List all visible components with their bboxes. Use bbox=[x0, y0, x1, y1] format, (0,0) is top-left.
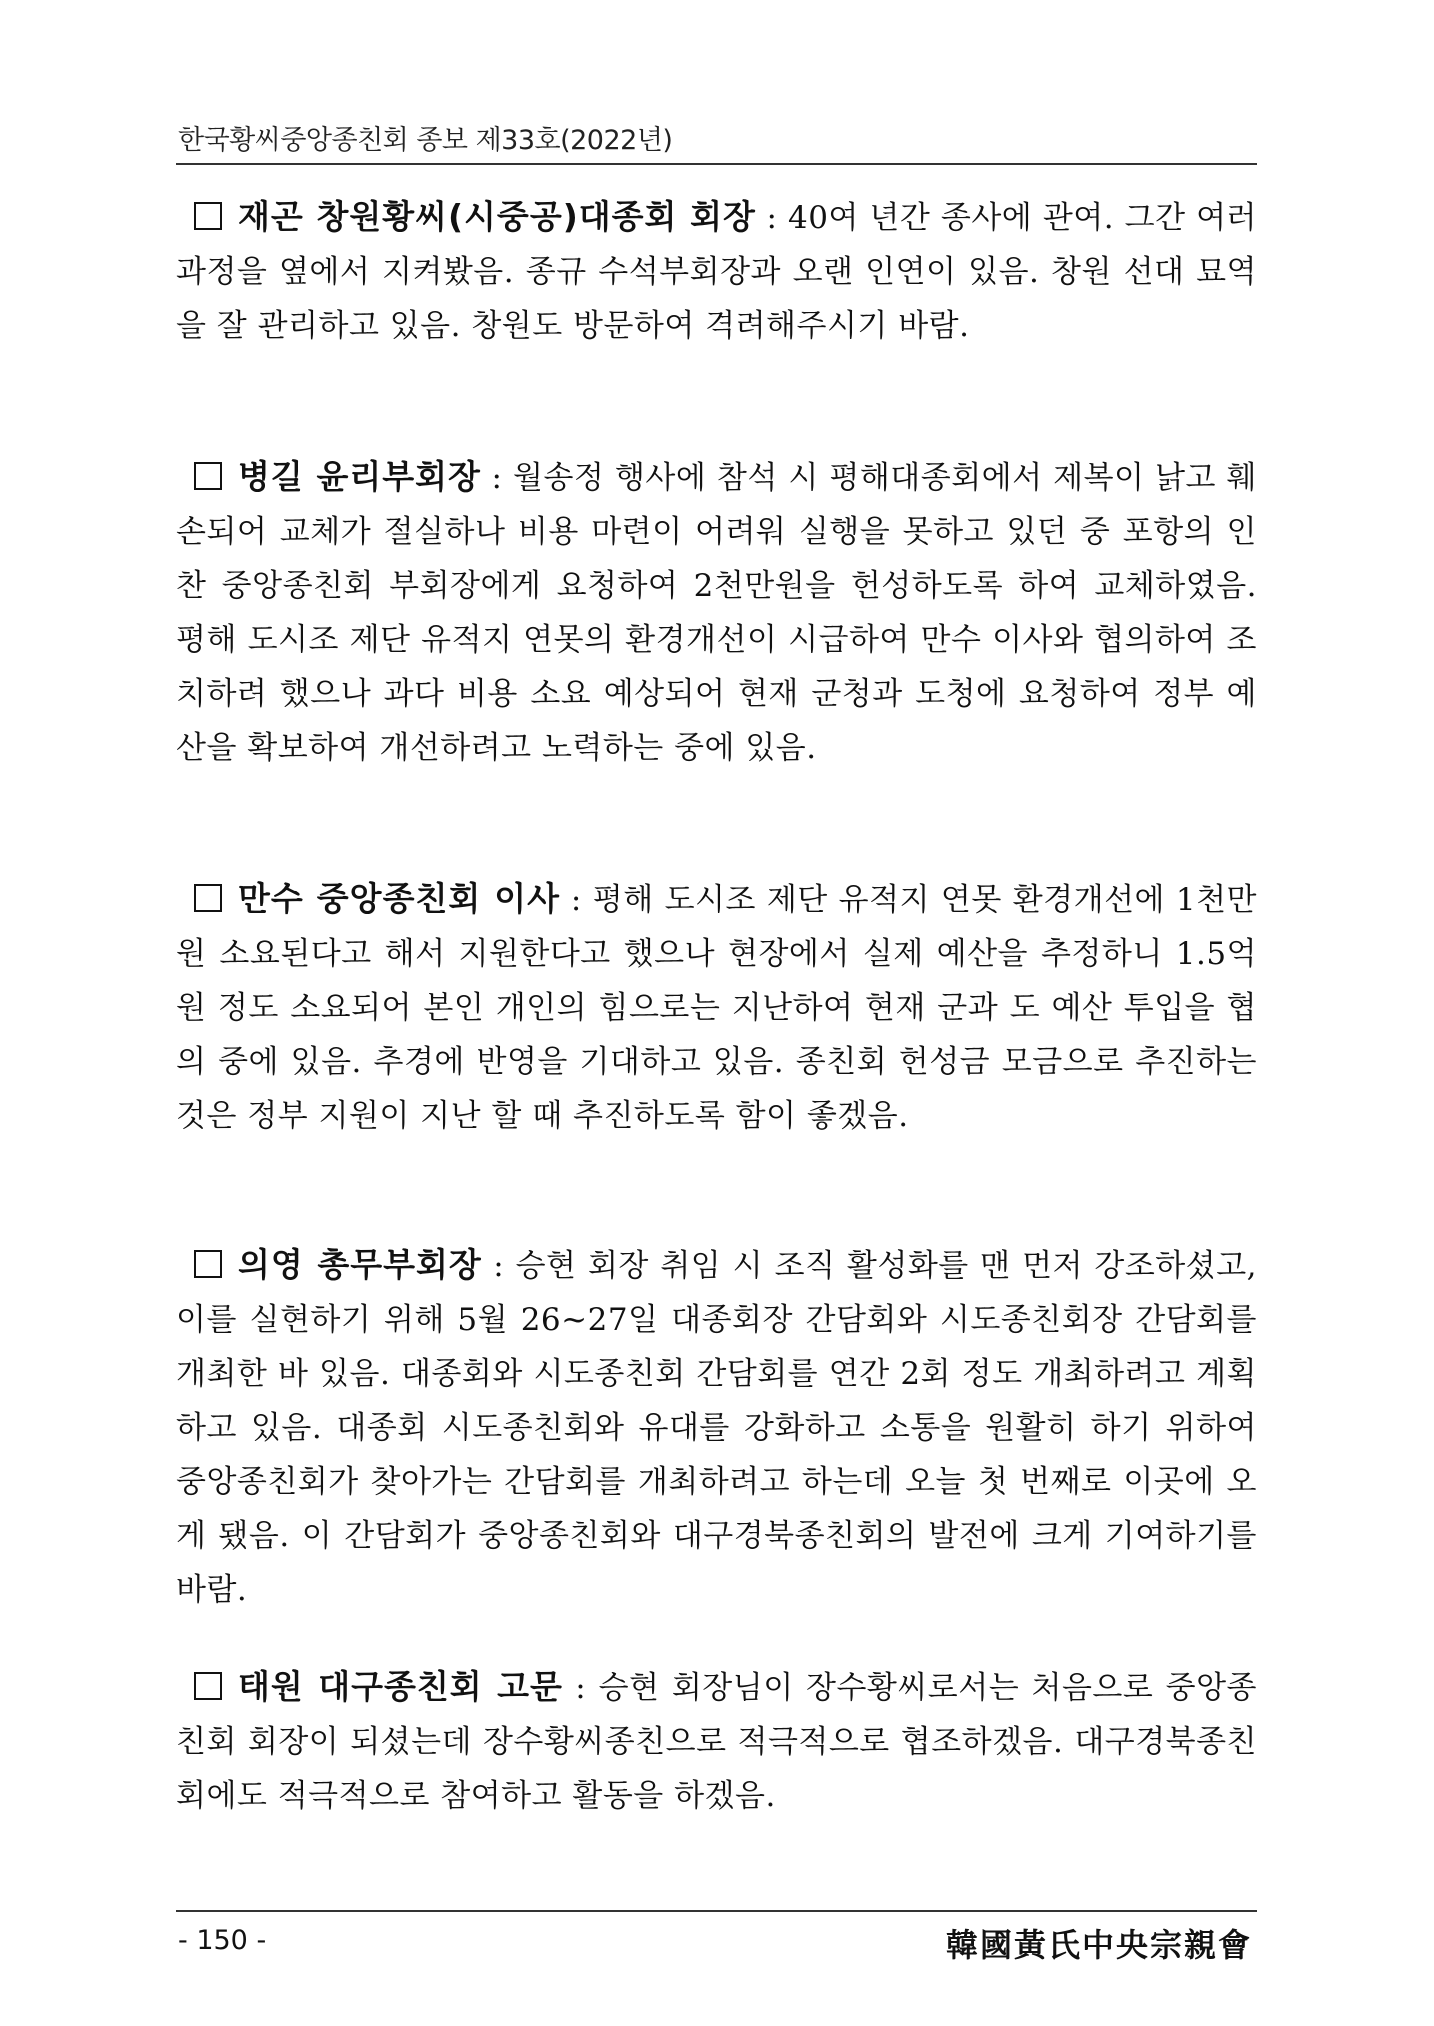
speaker-section bbox=[176, 1238, 1257, 1617]
speaker-name: 의영 총무부회장 bbox=[238, 1245, 482, 1284]
speaker-section bbox=[176, 872, 1257, 1143]
speaker-name: 병길 윤리부회장 bbox=[238, 457, 481, 496]
speaker-remarks: : 월송정 행사에 참석 시 평해대종회에서 제복이 낡고 훼손되어 교체가 절실하나 비용 마련이 어려워 실행을 못하고 있던 중 포항의 인찬 중앙종친회 부회장에게 요청하여 2천만원을 헌성하도록 하여 교체하였음. 평해 도시조 제단 유적지 연못의 환경개선이 시급하여 만수 이사와 협의하여 조치하려 했으나 과다 비용 소요 예상되어 현재 군청과 도청에 요청하여 정부 예산을 확보하여 개선하려고 노력하는 중에 있음. bbox=[176, 460, 1257, 766]
header-divider bbox=[176, 163, 1257, 165]
page-number: - 150 - bbox=[178, 1925, 267, 1956]
speaker-name: 만수 중앙종친회 이사 bbox=[238, 879, 561, 918]
checkbox-icon bbox=[194, 202, 222, 230]
checkbox-icon bbox=[194, 1250, 222, 1278]
checkbox-icon bbox=[194, 462, 222, 490]
checkbox-icon bbox=[194, 884, 222, 912]
checkbox-icon bbox=[194, 1672, 222, 1700]
footer-divider bbox=[176, 1910, 1257, 1912]
speaker-section bbox=[176, 450, 1257, 775]
publisher-logo: 韓國黃氏中央宗親會 bbox=[945, 1926, 1252, 1964]
speaker-name: 재곤 창원황씨(시중공)대종회 회장 bbox=[238, 197, 756, 236]
page-header: 한국황씨중앙종친회 종보 제33호(2022년) bbox=[178, 125, 673, 156]
speaker-name: 태원 대구종친회 고문 bbox=[238, 1667, 563, 1706]
speaker-section bbox=[176, 1660, 1257, 1823]
speaker-remarks: : 승현 회장님이 장수황씨로서는 처음으로 중앙종친회 회장이 되셨는데 장수황씨종친으로 적극적으로 협조하겠음. 대구경북종친회에도 적극적으로 참여하고 활동을 하겠음. bbox=[176, 1670, 1257, 1814]
speaker-remarks: : 승현 회장 취임 시 조직 활성화를 맨 먼저 강조하셨고, 이를 실현하기 위해 5월 26~27일 대종회장 간담회와 시도종친회장 간담회를 개최한 바 있음. 대종회와 시도종친회 간담회를 연간 2회 정도 개최하려고 계획하고 있음. 대종회 시도종친회와 유대를 강화하고 소통을 원활히 하기 위하여 중앙종친회가 찾아가는 간담회를 개최하려고 하는데 오늘 첫 번째로 이곳에 오게 됐음. 이 간담회가 중앙종친회와 대구경북종친회의 발전에 크게 기여하기를 바람. bbox=[176, 1248, 1258, 1608]
speaker-remarks: : 평해 도시조 제단 유적지 연못 환경개선에 1천만원 소요된다고 해서 지원한다고 했으나 현장에서 실제 예산을 추정하니 1.5억원 정도 소요되어 본인 개인의 힘으로는 지난하여 현재 군과 도 예산 투입을 협의 중에 있음. 추경에 반영을 기대하고 있음. 종친회 헌성금 모금으로 추진하는 것은 정부 지원이 지난 할 때 추진하도록 함이 좋겠음. bbox=[176, 882, 1257, 1134]
speaker-remarks: : 40여 년간 종사에 관여. 그간 여러 과정을 옆에서 지켜봤음. 종규 수석부회장과 오랜 인연이 있음. 창원 선대 묘역을 잘 관리하고 있음. 창원도 방문하여 격려해주시기 바람. bbox=[176, 200, 1257, 344]
speaker-section bbox=[176, 190, 1257, 353]
